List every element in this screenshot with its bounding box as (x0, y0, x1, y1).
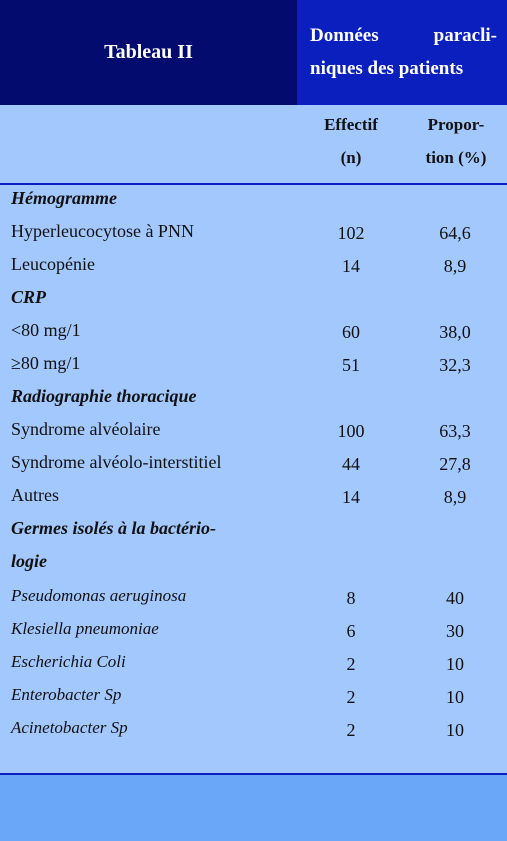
section-row (0, 513, 507, 546)
row-proportion: 38,0 (439, 322, 471, 342)
footer-divider (0, 773, 507, 775)
section-label: Radiographie thoracique (11, 386, 197, 406)
table-label-cell (0, 0, 297, 105)
section-row (0, 183, 507, 216)
section-label: Hémogramme (11, 188, 117, 208)
row-proportion: 30 (446, 621, 464, 641)
row-effectif: 60 (342, 322, 360, 342)
table-title-word2: paracli- (433, 25, 497, 46)
table-row (0, 315, 507, 348)
row-label: Syndrome alvéolaire (11, 419, 161, 439)
table-row (0, 713, 507, 746)
row-proportion: 27,8 (439, 454, 471, 474)
table-row (0, 447, 507, 480)
row-effectif: 2 (346, 654, 356, 674)
section-label: CRP (11, 287, 47, 307)
row-proportion: 10 (446, 654, 464, 674)
section-row (0, 282, 507, 315)
column-header-effectif-line2: (n) (340, 148, 362, 167)
table-title-line1 (310, 19, 497, 52)
row-label: Escherichia Coli (11, 652, 126, 671)
row-proportion: 8,9 (443, 256, 467, 276)
table-title-word1: Données (310, 25, 379, 46)
table-row (0, 647, 507, 680)
table-row (0, 249, 507, 282)
row-proportion: 40 (446, 588, 464, 608)
row-effectif: 14 (342, 256, 360, 276)
table-row (0, 414, 507, 447)
row-label: Acinetobacter Sp (11, 718, 128, 737)
row-proportion: 10 (446, 720, 464, 740)
row-proportion: 63,3 (439, 421, 471, 441)
row-effectif: 44 (342, 454, 360, 474)
row-proportion: 10 (446, 687, 464, 707)
row-proportion: 8,9 (443, 487, 467, 507)
table-row (0, 581, 507, 614)
table-row (0, 216, 507, 249)
row-effectif: 6 (346, 621, 356, 641)
row-effectif: 2 (346, 720, 356, 740)
row-effectif: 2 (346, 687, 356, 707)
row-proportion: 64,6 (439, 223, 471, 243)
row-label: Hyperleucocytose à PNN (11, 221, 194, 241)
row-label: Autres (11, 485, 59, 505)
table-row (0, 480, 507, 513)
row-effectif: 14 (342, 487, 360, 507)
table-title-cell (297, 0, 507, 105)
row-effectif: 8 (346, 588, 356, 608)
column-header-proportion-line2: tion (%) (425, 148, 487, 167)
column-header-proportion-line1: Propor- (427, 115, 485, 134)
column-header-proportion (410, 108, 502, 186)
table-row (0, 614, 507, 647)
section-row (0, 381, 507, 414)
row-effectif: 51 (342, 355, 360, 375)
row-label: Enterobacter Sp (11, 685, 122, 704)
row-label: ≥80 mg/1 (11, 353, 81, 373)
table-label: Tableau II (104, 41, 193, 63)
section-label: logie (11, 551, 47, 571)
row-label: Leucopénie (11, 254, 95, 274)
row-effectif: 100 (337, 421, 365, 441)
row-effectif: 102 (337, 223, 365, 243)
table-title-line2: niques des patients (310, 58, 464, 79)
row-proportion: 32,3 (439, 355, 471, 375)
table-row (0, 348, 507, 381)
section-row (0, 546, 507, 579)
table-row (0, 680, 507, 713)
row-label: Klesiella pneumoniae (11, 619, 159, 638)
row-label: Syndrome alvéolo-interstitiel (11, 452, 222, 472)
column-header-effectif (300, 108, 402, 186)
row-label: <80 mg/1 (11, 320, 81, 340)
column-header-effectif-line1: Effectif (324, 115, 378, 134)
section-label: Germes isolés à la bactério- (11, 518, 216, 538)
row-label: Pseudomonas aeruginosa (11, 586, 187, 605)
table-body (0, 105, 507, 775)
